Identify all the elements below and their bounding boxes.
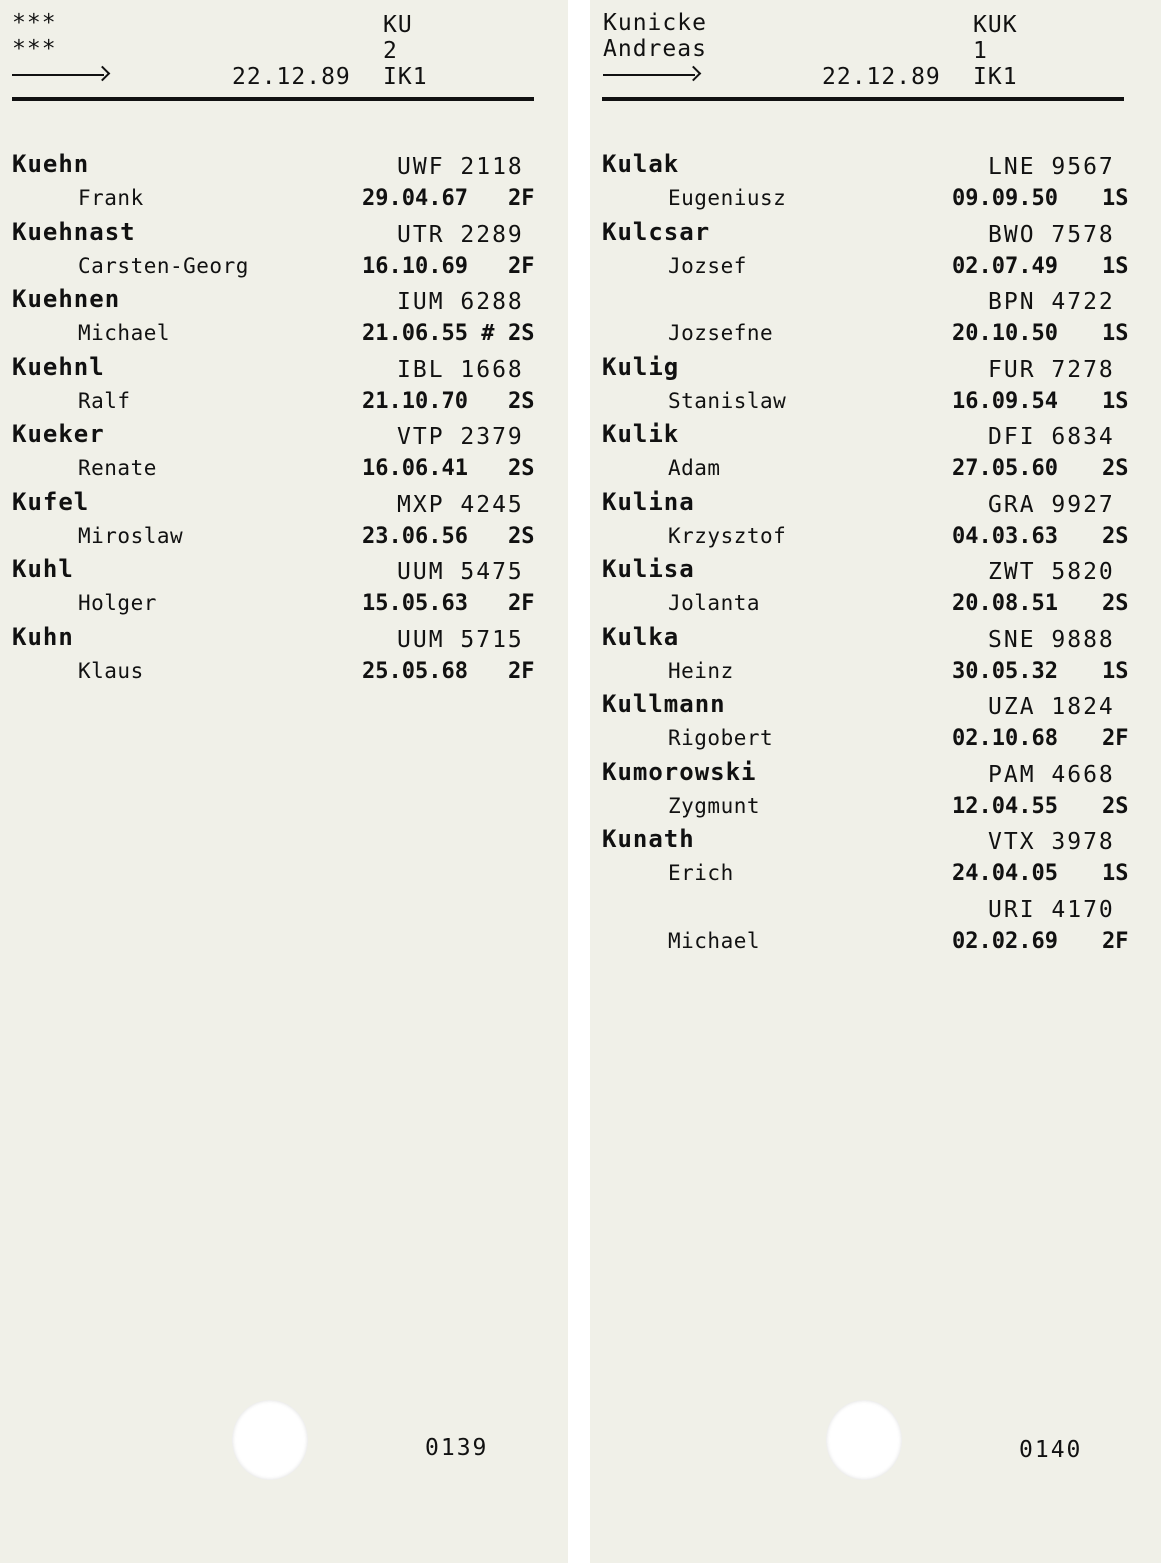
header-tag: IK1: [973, 64, 1018, 90]
list-item: [0, 218, 568, 286]
list-item: [0, 420, 568, 488]
header-line1: ***: [12, 10, 57, 36]
list-item: [590, 218, 1161, 286]
entry-code: GRA 9927: [988, 491, 1115, 518]
entry-flag: 2F: [508, 186, 535, 211]
entry-given-name: Miroslaw: [78, 523, 184, 548]
punch-hole: [232, 1400, 308, 1480]
entry-surname: Kulisa: [602, 555, 695, 583]
header-date: 22.12.89: [822, 64, 941, 90]
list-item: [0, 285, 568, 353]
header-code: KUK: [973, 12, 1018, 38]
entry-given-name: Carsten-Georg: [78, 253, 249, 278]
list-item: [590, 623, 1161, 691]
entry-surname: Kueker: [12, 420, 105, 448]
entry-date: 16.10.69: [362, 253, 468, 279]
entry-surname: Kuehnen: [12, 285, 121, 313]
list-item: [0, 353, 568, 421]
entry-date: 16.09.54: [952, 388, 1058, 414]
entry-date: 30.05.32: [952, 658, 1058, 684]
entry-code: UWF 2118: [397, 154, 524, 180]
entry-code: FUR 7278: [988, 356, 1115, 383]
entry-date: 16.06.41: [362, 456, 468, 481]
list-item: [590, 555, 1161, 623]
entry-flag: 2F: [1102, 726, 1129, 751]
entry-surname: Kulka: [602, 622, 680, 651]
entry-given-name: Jozsef: [668, 253, 747, 278]
entry-date: 02.10.68: [952, 726, 1058, 751]
entry-date: 02.07.49: [952, 253, 1058, 279]
entry-code: SNE 9888: [988, 626, 1115, 653]
entry-date: 29.04.67: [362, 186, 468, 211]
entry-surname: Kuehnast: [12, 217, 136, 246]
list-item: [0, 488, 568, 556]
entry-code: DFI 6834: [988, 424, 1115, 450]
entry-surname: Kunath: [602, 825, 695, 853]
entry-given-name: Krzysztof: [668, 523, 787, 548]
entry-code: PAM 4668: [988, 761, 1115, 788]
entry-surname: Kulik: [602, 420, 680, 448]
entry-surname: Kulak: [602, 150, 680, 178]
entry-flag: 1S: [1102, 321, 1129, 346]
entry-date: 24.04.05: [952, 861, 1058, 886]
entry-flag: 1S: [1102, 861, 1129, 886]
entry-given-name: Eugeniusz: [668, 186, 787, 210]
entry-surname: Kumorowski: [602, 757, 757, 786]
entry-given-name: Stanislaw: [668, 388, 787, 413]
list-item: [590, 150, 1161, 218]
entry-flag: 2S: [508, 456, 535, 481]
entry-given-name: Ralf: [78, 388, 131, 413]
entry-surname: Kulig: [602, 352, 680, 381]
entry-date: 23.06.56: [362, 523, 468, 549]
header-line1: Kunicke: [603, 10, 707, 36]
entry-flag: 1S: [1102, 186, 1129, 211]
header-date: 22.12.89: [232, 64, 351, 90]
entry-date: 09.09.50: [952, 186, 1058, 211]
entry-flag: 1S: [1102, 253, 1129, 279]
entry-flag: 2S: [1102, 523, 1129, 549]
entry-given-name: Jozsefne: [668, 321, 774, 345]
entry-surname: Kulina: [602, 487, 695, 516]
list-item: [590, 893, 1161, 961]
entry-date: 27.05.60: [952, 456, 1058, 481]
header-number: 2: [383, 38, 398, 64]
entry-given-name: Michael: [668, 928, 761, 953]
list-item: [0, 150, 568, 218]
header-line2: Andreas: [603, 36, 707, 62]
entry-surname: Kufel: [12, 487, 90, 516]
entry-flag: 2F: [508, 658, 535, 684]
punch-hole: [826, 1400, 902, 1480]
list-item: [590, 825, 1161, 893]
entry-date: 12.04.55: [952, 793, 1058, 819]
list-item: [590, 353, 1161, 421]
entry-given-name: Jolanta: [668, 591, 761, 615]
list-item: [590, 285, 1161, 353]
entry-surname: Kullmann: [602, 690, 726, 718]
entry-surname: Kuhn: [12, 622, 74, 651]
entry-code: UTR 2289: [397, 221, 524, 248]
header-rule: [602, 97, 1124, 101]
entry-code: MXP 4245: [397, 491, 524, 518]
entry-code: VTX 3978: [988, 829, 1115, 855]
entry-list: [0, 150, 568, 690]
entry-code: ZWT 5820: [988, 559, 1115, 585]
header-line2: ***: [12, 36, 57, 62]
entry-given-name: Michael: [78, 321, 171, 345]
entry-date: 15.05.63: [362, 591, 468, 616]
entry-flag: 2S: [508, 321, 535, 346]
header-code: KU: [383, 12, 413, 38]
entry-given-name: Zygmunt: [668, 793, 761, 818]
entry-given-name: Renate: [78, 456, 157, 480]
entry-given-name: Frank: [78, 186, 144, 210]
entry-surname: Kuehn: [12, 150, 90, 178]
entry-date: 20.10.50: [952, 321, 1058, 346]
entry-given-name: Erich: [668, 861, 734, 885]
entry-flag: 2S: [1102, 793, 1129, 819]
entry-flag: 1S: [1102, 658, 1129, 684]
entry-date: 02.02.69: [952, 928, 1058, 954]
index-card-right: [590, 0, 1161, 1563]
entry-given-name: Holger: [78, 591, 157, 615]
entry-flag: 2F: [508, 591, 535, 616]
entry-date: 21.06.55 #: [362, 321, 495, 346]
list-item: [0, 555, 568, 623]
entry-date: 21.10.70: [362, 388, 468, 414]
page-number: 0139: [425, 1435, 489, 1461]
entry-flag: 2S: [1102, 591, 1129, 616]
entry-list: [590, 150, 1161, 960]
entry-given-name: Heinz: [668, 658, 734, 683]
entry-code: IUM 6288: [397, 289, 524, 315]
entry-code: BPN 4722: [988, 289, 1115, 315]
entry-code: UUM 5475: [397, 559, 524, 585]
entry-given-name: Klaus: [78, 658, 144, 683]
entry-flag: 2F: [1102, 928, 1129, 954]
header-number: 1: [973, 38, 988, 64]
list-item: [590, 420, 1161, 488]
entry-code: URI 4170: [988, 896, 1115, 923]
header-rule: [12, 97, 534, 101]
entry-code: IBL 1668: [397, 356, 524, 383]
entry-date: 25.05.68: [362, 658, 468, 684]
entry-given-name: Rigobert: [668, 726, 774, 750]
entry-given-name: Adam: [668, 456, 721, 480]
index-card-left: [0, 0, 568, 1563]
list-item: [590, 690, 1161, 758]
page-number: 0140: [1019, 1437, 1083, 1463]
entry-code: LNE 9567: [988, 154, 1115, 180]
entry-code: UZA 1824: [988, 694, 1115, 720]
list-item: [0, 623, 568, 691]
entry-flag: 2S: [1102, 456, 1129, 481]
entry-surname: Kuehnl: [12, 352, 105, 381]
entry-date: 20.08.51: [952, 591, 1058, 616]
entry-code: UUM 5715: [397, 626, 524, 653]
arrow-right-icon: [603, 74, 695, 76]
entry-code: BWO 7578: [988, 221, 1115, 248]
entry-flag: 2S: [508, 523, 535, 549]
arrow-right-icon: [12, 74, 104, 76]
list-item: [590, 758, 1161, 826]
entry-code: VTP 2379: [397, 424, 524, 450]
entry-flag: 1S: [1102, 388, 1129, 414]
entry-date: 04.03.63: [952, 523, 1058, 549]
list-item: [590, 488, 1161, 556]
entry-flag: 2F: [508, 253, 535, 279]
entry-surname: Kuhl: [12, 555, 74, 583]
entry-flag: 2S: [508, 388, 535, 414]
header-tag: IK1: [383, 64, 428, 90]
entry-surname: Kulcsar: [602, 217, 711, 246]
